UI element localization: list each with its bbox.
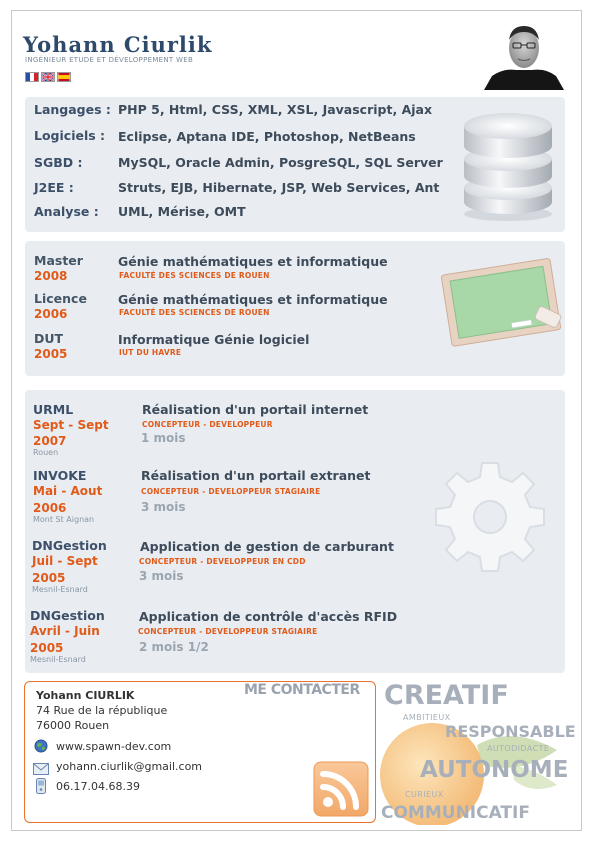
experience-company: INVOKE: [33, 468, 87, 483]
contact-name: Yohann CIURLIK: [36, 689, 135, 702]
es-flag-icon[interactable]: [57, 72, 71, 82]
experience-title: Réalisation d'un portail internet: [142, 402, 369, 417]
degree-name: DUT: [34, 331, 64, 346]
uk-flag-icon[interactable]: [41, 72, 55, 82]
degree-name: Licence: [34, 291, 87, 306]
experience-period: Avril - Juin: [30, 624, 100, 638]
degree-school: FACULTÉ DES SCIENCES DE ROUEN: [119, 308, 270, 317]
degree-year: 2005: [34, 347, 68, 361]
language-flags: [25, 72, 71, 82]
experience-year: 2007: [33, 434, 67, 448]
profile-photo: [484, 18, 564, 90]
experience-city: Mesnil-Esnard: [30, 655, 86, 664]
phone-icon: [36, 778, 46, 798]
degree-title: Informatique Génie logiciel: [118, 332, 310, 347]
experience-city: Rouen: [33, 448, 59, 457]
experience-year: 2005: [32, 571, 66, 585]
experience-duration: 2 mois 1/2: [139, 640, 209, 654]
experience-period: Sept - Sept: [33, 418, 109, 432]
experience-period: Juil - Sept: [32, 554, 98, 568]
experience-role: CONCEPTEUR - DEVELOPPEUR: [142, 420, 273, 429]
skill-value: UML, Mérise, OMT: [118, 204, 246, 219]
experience-title: Application de gestion de carburant: [140, 539, 394, 554]
skill-value: PHP 5, Html, CSS, XML, XSL, Javascript, Ajax: [118, 102, 433, 117]
database-icon: [458, 104, 558, 226]
experience-company: URML: [33, 402, 74, 417]
cv-subtitle: INGÉNIEUR ETUDE ET DÉVELOPPEMENT WEB: [25, 56, 194, 64]
degree-school: IUT DU HAVRE: [119, 348, 182, 357]
quality-autodidacte: AUTODIDACTE: [487, 744, 550, 753]
chalkboard-icon: [438, 252, 568, 356]
experience-title: Réalisation d'un portail extranet: [141, 468, 371, 483]
quality-curieux: CURIEUX: [405, 790, 444, 799]
contact-title: ME CONTACTER: [244, 682, 360, 698]
gear-icon: [425, 455, 555, 579]
skill-label: Langages :: [34, 102, 111, 117]
experience-role: CONCEPTEUR - DEVELOPPEUR EN CDD: [139, 557, 306, 566]
quality-ambitieux: AMBITIEUX: [403, 713, 451, 722]
quality-responsable: RESPONSABLE: [445, 722, 576, 741]
contact-street: 74 Rue de la république: [36, 704, 168, 717]
skill-label: Analyse :: [34, 204, 99, 219]
experience-role: CONCEPTEUR - DEVELOPPEUR STAGIAIRE: [141, 487, 321, 496]
rss-icon[interactable]: [313, 761, 369, 821]
contact-city: 76000 Rouen: [36, 719, 110, 732]
experience-company: DNGestion: [32, 538, 107, 553]
quality-creatif: CREATIF: [384, 680, 509, 711]
experience-duration: 1 mois: [141, 431, 186, 445]
experience-year: 2005: [30, 641, 64, 655]
skill-value: Struts, EJB, Hibernate, JSP, Web Services, Ant: [118, 180, 440, 195]
experience-period: Mai - Aout: [33, 484, 103, 498]
degree-year: 2006: [34, 307, 68, 321]
globe-icon: [34, 738, 48, 757]
degree-title: Génie mathématiques et informatique: [118, 254, 388, 269]
degree-school: FACULTÉ DES SCIENCES DE ROUEN: [119, 271, 270, 280]
skill-label: J2EE :: [34, 180, 74, 195]
quality-autonome: AUTONOME: [420, 757, 569, 783]
degree-name: Master: [34, 253, 83, 268]
experience-duration: 3 mois: [141, 500, 186, 514]
degree-year: 2008: [34, 269, 68, 283]
contact-email[interactable]: yohann.ciurlik@gmail.com: [56, 760, 203, 773]
experience-city: Mont St Aignan: [33, 515, 95, 524]
skill-value: Eclipse, Aptana IDE, Photoshop, NetBeans: [118, 129, 416, 144]
skill-label: SGBD :: [34, 155, 83, 170]
experience-city: Mesnil-Esnard: [32, 585, 88, 594]
contact-phone[interactable]: 06.17.04.68.39: [56, 780, 140, 793]
contact-website[interactable]: www.spawn-dev.com: [56, 740, 172, 753]
experience-year: 2006: [33, 501, 67, 515]
experience-duration: 3 mois: [139, 569, 184, 583]
quality-communicatif: COMMUNICATIF: [381, 803, 530, 823]
envelope-icon: [33, 760, 49, 779]
skill-value: MySQL, Oracle Admin, PosgreSQL, SQL Server: [118, 155, 443, 170]
fr-flag-icon[interactable]: [25, 72, 39, 82]
experience-title: Application de contrôle d'accès RFID: [139, 609, 398, 624]
cv-name: Yohann Ciurlik: [23, 32, 213, 57]
skill-label: Logiciels :: [34, 128, 106, 143]
experience-role: CONCEPTEUR - DEVELOPPEUR STAGIAIRE: [138, 627, 318, 636]
experience-company: DNGestion: [30, 608, 105, 623]
degree-title: Génie mathématiques et informatique: [118, 292, 388, 307]
